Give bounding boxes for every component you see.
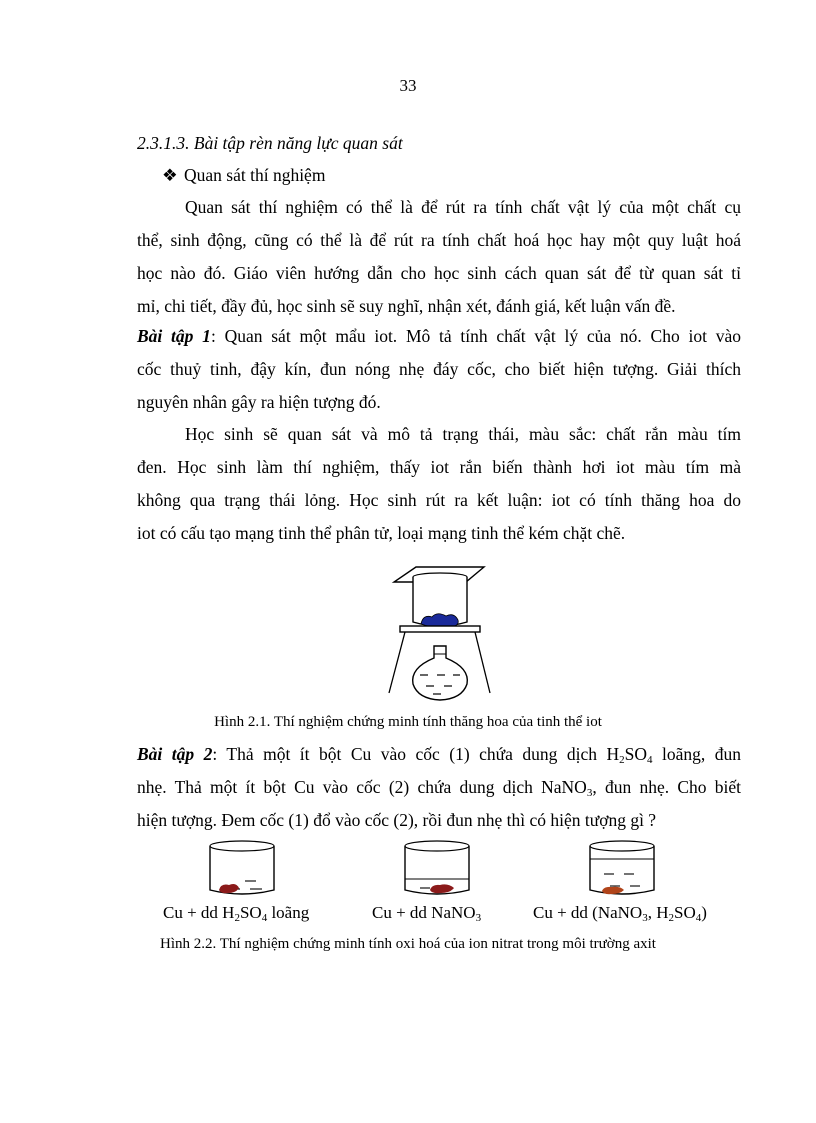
answer1-line-2: đen. Học sinh làm thí nghiệm, thấy iot rắn biến thành hơi iot màu tím mà bbox=[137, 457, 741, 477]
copper-powder-1 bbox=[219, 884, 239, 893]
exercise2-line-3: hiện tượng. Đem cốc (1) đổ vào cốc (2), rồi đun nhẹ thì có hiện tượng gì ? bbox=[137, 810, 657, 830]
tripod-leg-left bbox=[389, 632, 405, 693]
beaker-2 bbox=[405, 841, 469, 894]
tripod-top bbox=[400, 626, 480, 632]
intro-line-4: mỉ, chi tiết, đầy đủ, học sinh sẽ suy nghĩ, nhận xét, đánh giá, kết luận vấn đề. bbox=[137, 296, 676, 316]
exercise1-line-2: cốc thuỷ tinh, đậy kín, đun nóng nhẹ đáy cốc, cho biết hiện tượng. Giải thích bbox=[137, 359, 741, 379]
exercise2-line-1: Bài tập 2: Thả một ít bột Cu vào cốc (1) chứa dung dịch $H_2SO_4$ loãng, đun bbox=[137, 744, 742, 766]
beaker-rim bbox=[413, 573, 467, 581]
beaker-1 bbox=[210, 841, 274, 894]
bullet-text: Quan sát thí nghiệm bbox=[184, 165, 326, 185]
figure1-caption: Hình 2.1. Thí nghiệm chứng minh tính thăng hoa của tinh thể iot bbox=[214, 714, 602, 730]
intro-line-1: Quan sát thí nghiệm có thể là để rút ra tính chất vật lý của một chất cụ bbox=[185, 197, 741, 217]
page-number: 33 bbox=[399, 76, 417, 95]
beaker-1-label: Cu + dd $H_2SO_4$ loãng bbox=[163, 903, 310, 924]
answer1-line-4: iot có cấu tạo mạng tinh thể phân tử, loại mạng tinh thể kém chặt chẽ. bbox=[137, 523, 626, 543]
iodine-crystals bbox=[421, 614, 458, 628]
exercise1-line-3: nguyên nhân gây ra hiện tượng đó. bbox=[137, 392, 381, 412]
flask bbox=[413, 646, 468, 700]
cover-plate bbox=[394, 567, 484, 582]
beaker-body bbox=[413, 577, 467, 626]
beaker-3 bbox=[590, 841, 654, 894]
answer1-line-1: Học sinh sẽ quan sát và mô tả trạng thái, màu sắc: chất rắn màu tím bbox=[185, 424, 741, 444]
intro-line-3: học nào đó. Giáo viên hướng dẫn cho học sinh cách quan sát để từ quan sát tỉ bbox=[137, 263, 741, 283]
exercise1-label: Bài tập 1 bbox=[137, 326, 211, 346]
figure2-caption: Hình 2.2. Thí nghiệm chứng minh tính oxi hoá của ion nitrat trong môi trường axit bbox=[160, 936, 656, 952]
tripod-leg-right bbox=[475, 632, 490, 693]
diamond-bullet-icon: ❖ bbox=[162, 165, 178, 185]
beaker-2-label: Cu + dd NaNO$_3$ bbox=[372, 903, 482, 924]
exercise2-line-2: nhẹ. Thả một ít bột Cu vào cốc (2) chứa dung dịch NaNO$_3$, đun nhẹ. Cho biết bbox=[137, 777, 741, 799]
copper-powder-3 bbox=[602, 887, 624, 894]
copper-powder-2 bbox=[430, 884, 454, 893]
beaker-3-label: Cu + dd (NaNO$_3$, $H_2SO_4$) bbox=[533, 903, 707, 924]
flask-liquid bbox=[420, 675, 460, 694]
answer1-line-3: không qua trạng thái lỏng. Học sinh rút ra kết luận: iot có tính thăng hoa do bbox=[137, 490, 741, 510]
intro-line-2: thể, sinh động, cũng có thể là để rút ra tính chất hoá học hay một quy luật hoá bbox=[137, 230, 741, 250]
section-heading: 2.3.1.3. Bài tập rèn năng lực quan sát bbox=[137, 133, 403, 153]
exercise2-label: Bài tập 2 bbox=[137, 744, 213, 764]
bullet-item bbox=[162, 165, 325, 186]
exercise1-line-1: Bài tập 1: Quan sát một mẩu iot. Mô tả tính chất vật lý của nó. Cho iot vào bbox=[137, 326, 741, 346]
